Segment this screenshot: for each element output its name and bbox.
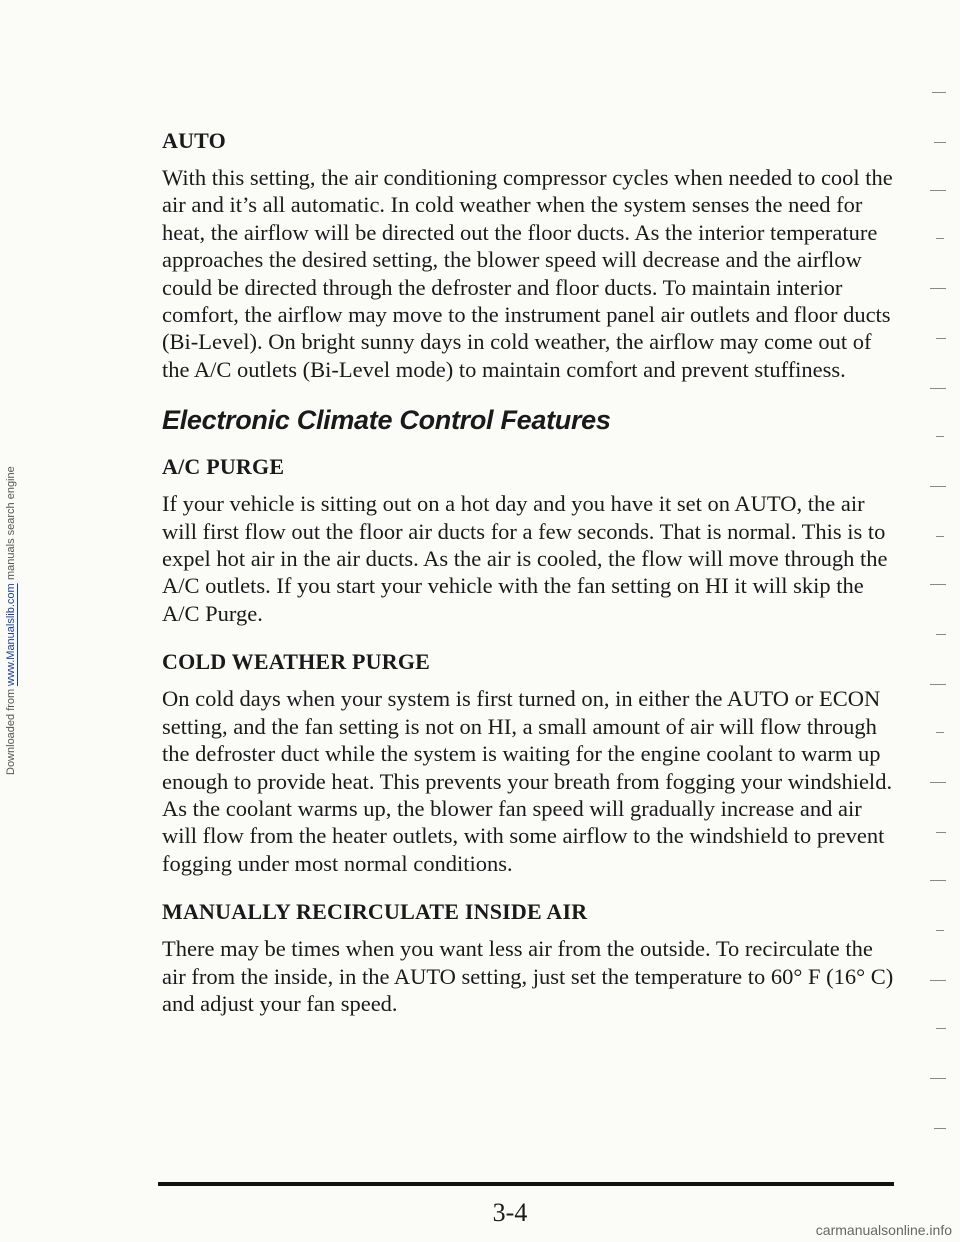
margin-tick (930, 1078, 946, 1079)
section-manual-recirculate (162, 899, 902, 1017)
auto-heading: AUTO (162, 128, 226, 153)
margin-tick (930, 684, 946, 685)
manual-recirculate-heading: MANUALLY RECIRCULATE INSIDE AIR (162, 899, 588, 925)
footer-watermark: carmanualsonline.info (815, 1222, 952, 1238)
margin-tick (930, 980, 946, 981)
margin-tick (930, 880, 946, 881)
footer-rule (158, 1182, 894, 1186)
section-ac-purge (162, 454, 902, 627)
margin-tick (930, 288, 946, 289)
margin-tick (936, 832, 946, 833)
cold-weather-purge-body: On cold days when your system is first turned on, in either the AUTO or ECON setting, and the fan setting is not on HI, a small amount of air will flow through the defroster duct while the system is waiting for the engine coolant to warm up enough to provide heat. This prevents your breath from fogging your windshield. As the coolant warms up, the blower fan speed will gradually increase and air will flow from the heater outlets, with some airflow to the windshield to prevent fogging under most normal conditions. (162, 686, 893, 876)
margin-tick (930, 584, 946, 585)
margin-tick (930, 388, 946, 389)
section-auto (162, 128, 902, 383)
page-content (162, 128, 902, 1039)
margin-tick (934, 142, 946, 143)
auto-body: With this setting, the air conditioning compressor cycles when needed to cool the air and it’s all automatic. In cold weather when the system senses the need for heat, the airflow will be directed out the floor ducts. As the interior temperature approaches the desired setting, the blower speed will decrease and the airflow could be directed through the defroster and floor ducts. To maintain interior comfort, the airflow may move to the instrument panel air outlets and floor ducts (Bi-Level). On bright sunny days in cold weather, the airflow may come out of the A/C outlets (Bi-Level mode) to maintain comfort and prevent stuffiness. (162, 165, 893, 382)
margin-tick (936, 634, 946, 635)
margin-tick (934, 1128, 946, 1129)
margin-tick (936, 1028, 946, 1029)
margin-tick (936, 536, 944, 537)
margin-tick (930, 486, 946, 487)
manual-recirculate-body: There may be times when you want less air from the outside. To recirculate the air from the inside, in the AUTO setting, just set the temperature to 60° F (16° C) and adjust your fan speed. (162, 936, 894, 1016)
margin-tick (936, 732, 944, 733)
features-title: Electronic Climate Control Features (162, 405, 611, 436)
margin-tick (936, 238, 944, 239)
margin-tick (936, 338, 946, 339)
margin-tick (936, 930, 944, 931)
ac-purge-body: If your vehicle is sitting out on a hot day and you have it set on AUTO, the air will first flow out the floor air ducts for a few seconds. That is normal. This is to expel hot air in the air ducts. As the air is cooled, the flow will move through the A/C outlets. If you start your vehicle with the fan setting on HI it will skip the A/C Purge. (162, 491, 888, 626)
cold-weather-purge-heading: COLD WEATHER PURGE (162, 649, 431, 675)
margin-tick-marks (900, 90, 960, 1190)
margin-tick (936, 436, 944, 437)
margin-tick (930, 782, 946, 783)
section-cold-weather-purge (162, 649, 902, 877)
margin-tick (932, 92, 946, 93)
page-number: 3-4 (492, 1198, 528, 1227)
watermark-suffix: manuals search engine (5, 466, 17, 581)
margin-tick (930, 190, 946, 191)
ac-purge-heading: A/C PURGE (162, 454, 285, 480)
watermark-prefix: Downloaded from (5, 689, 17, 776)
watermark-link[interactable]: www.Manualslib.com (5, 583, 17, 687)
side-watermark (0, 0, 22, 1242)
